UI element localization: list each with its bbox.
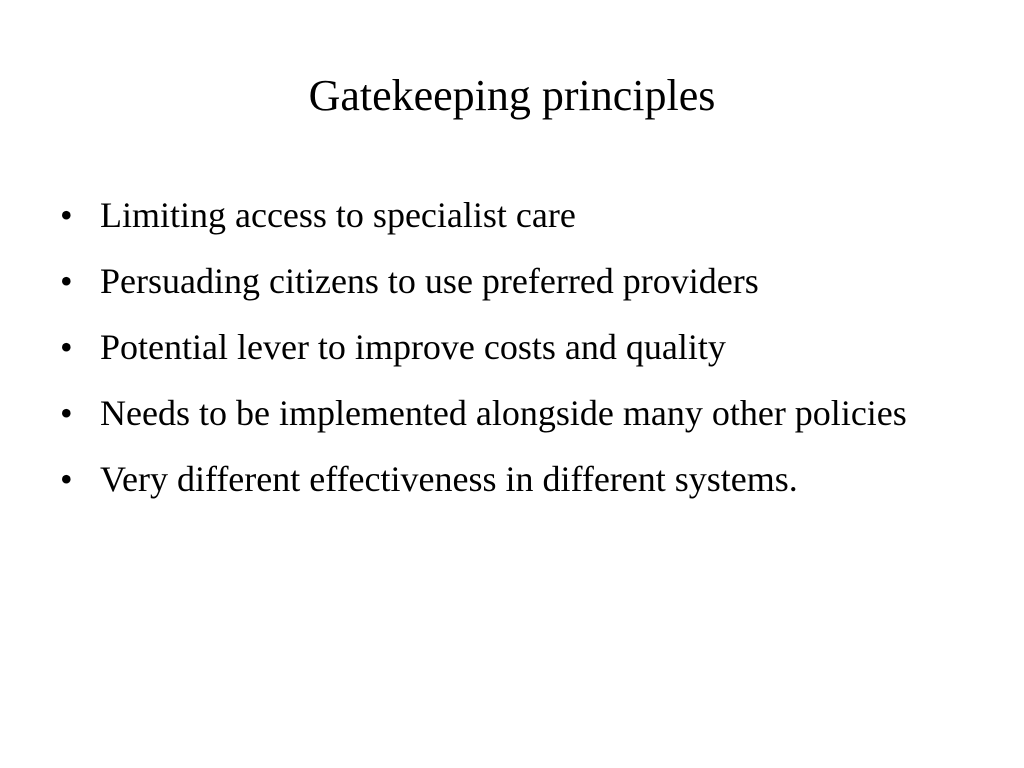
bullet-icon: • [60, 261, 73, 301]
bullet-icon: • [60, 393, 73, 433]
bullet-icon: • [60, 327, 73, 367]
slide-title: Gatekeeping principles [308, 71, 716, 120]
bullet-icon: • [60, 195, 73, 235]
bullet-item [58, 190, 958, 240]
bullet-text: Limiting access to specialist care [100, 195, 576, 235]
bullet-text: Potential lever to improve costs and quality [100, 327, 726, 367]
bullet-text: Persuading citizens to use preferred providers [100, 261, 759, 301]
bullet-item [58, 322, 958, 372]
bullet-text: Needs to be implemented alongside many other policies [100, 393, 907, 433]
bullet-list [58, 190, 958, 520]
bullet-item [58, 256, 958, 306]
bullet-text: Very different effectiveness in different systems. [100, 459, 798, 499]
bullet-item [58, 454, 958, 504]
bullet-icon: • [60, 459, 73, 499]
bullet-item [58, 388, 958, 438]
